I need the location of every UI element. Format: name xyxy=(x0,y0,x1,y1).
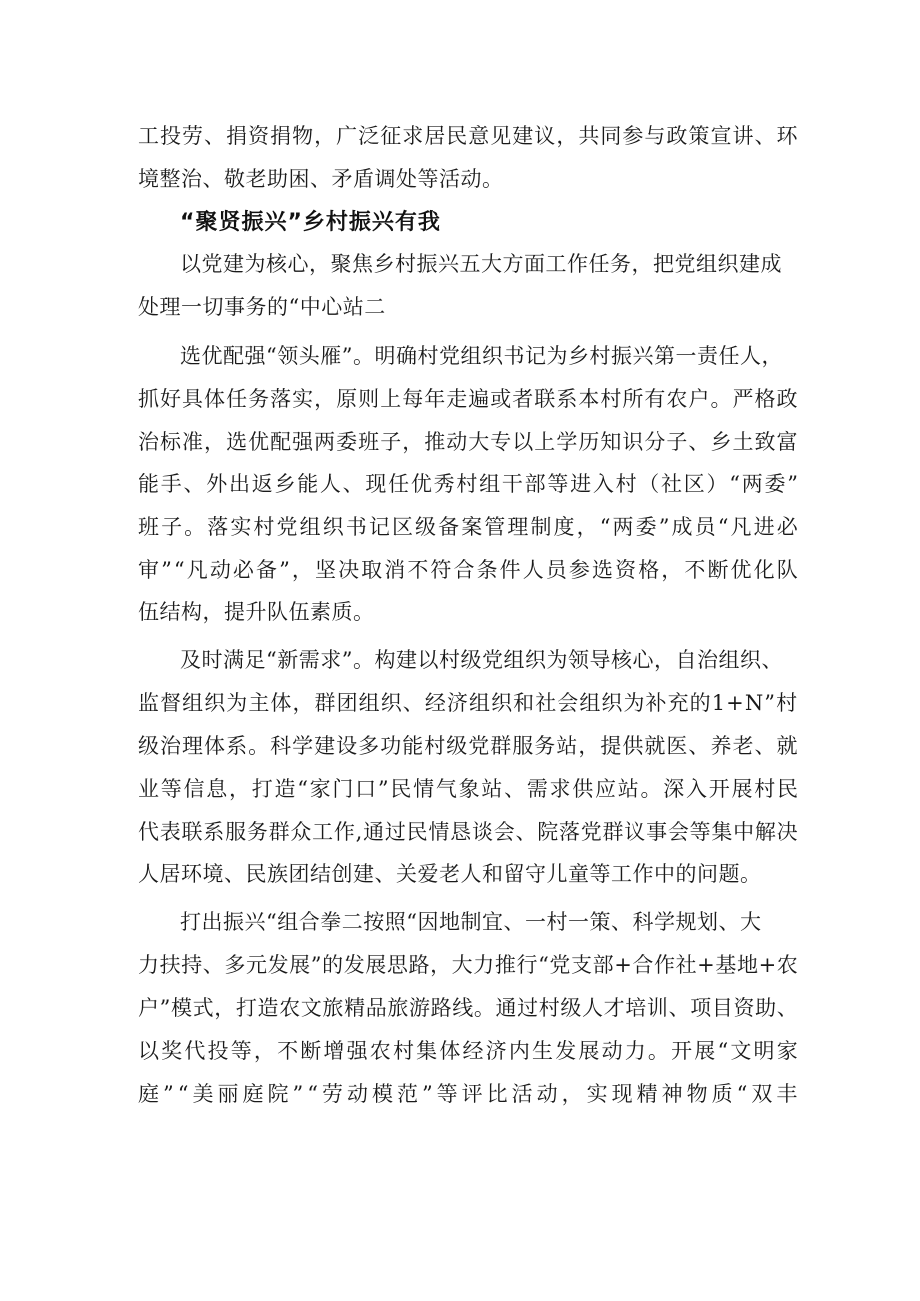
text-line: 能手、外出返乡能人、现任优秀村组干部等进入村（社区）“两委” xyxy=(138,472,800,496)
section-heading: “聚贤振兴”乡村振兴有我 xyxy=(180,210,441,235)
text-line: 及时满足“新需求”。构建以村级党组织为领导核心，自治组织、 xyxy=(180,648,783,672)
text-line: 班子。落实村党组织书记区级备案管理制度，“两委”成员“凡进必 xyxy=(138,515,800,539)
text-line: 以奖代投等，不断增强农村集体经济内生发展动力。开展“文明家 xyxy=(138,1039,800,1063)
text-line: 庭”“美丽庭院”“劳动模范”等评比活动，实现精神物质“双丰 xyxy=(138,1082,802,1106)
text-line: 监督组织为主体，群团组织、经济组织和社会组织为补充的1+N”村 xyxy=(138,691,799,715)
text-line: 境整治、敬老助困、矛盾调处等活动。 xyxy=(138,167,504,191)
text-line: 处理一切事务的“中心站二 xyxy=(138,295,386,319)
text-line: 伍结构，提升队伍素质。 xyxy=(138,600,375,624)
text-line: 代表联系服务群众工作,通过民情恳谈会、院落党群议事会等集中解决 xyxy=(138,820,799,844)
text-line: 级治理体系。科学建设多功能村级党群服务站，提供就医、养老、就 xyxy=(138,734,799,758)
text-line: 审”“凡动必备”，坚决取消不符合条件人员参选资格，不断优化队 xyxy=(138,558,800,582)
text-line: 户”模式，打造农文旅精品旅游路线。通过村级人才培训、项目资助、 xyxy=(138,996,799,1020)
text-line: 治标准，选优配强两委班子，推动大专以上学历知识分子、乡土致富 xyxy=(138,430,799,454)
text-line: 抓好具体任务落实，原则上每年走遍或者联系本村所有农户。严格政 xyxy=(138,387,799,411)
text-line: 以党建为核心，聚焦乡村振兴五大方面工作任务，把党组织建成 xyxy=(180,252,782,276)
text-line: 业等信息，打造“家门口”民情气象站、需求供应站。深入开展村民 xyxy=(138,777,800,801)
text-line: 工投劳、捐资捐物，广泛征求居民意见建议，共同参与政策宣讲、环 xyxy=(138,124,799,148)
text-line: 打出振兴“组合拳二按照“因地制宜、一村一策、科学规划、大 xyxy=(180,910,762,934)
text-line: 力扶持、多元发展”的发展思路，大力推行“党支部+合作社+基地+农 xyxy=(138,953,799,977)
text-line: 人居环境、民族团结创建、关爱老人和留守儿童等工作中的问题。 xyxy=(138,862,762,886)
text-line: 选优配强“领头雁”。明确村党组织书记为乡村振兴第一责任人， xyxy=(180,344,783,368)
